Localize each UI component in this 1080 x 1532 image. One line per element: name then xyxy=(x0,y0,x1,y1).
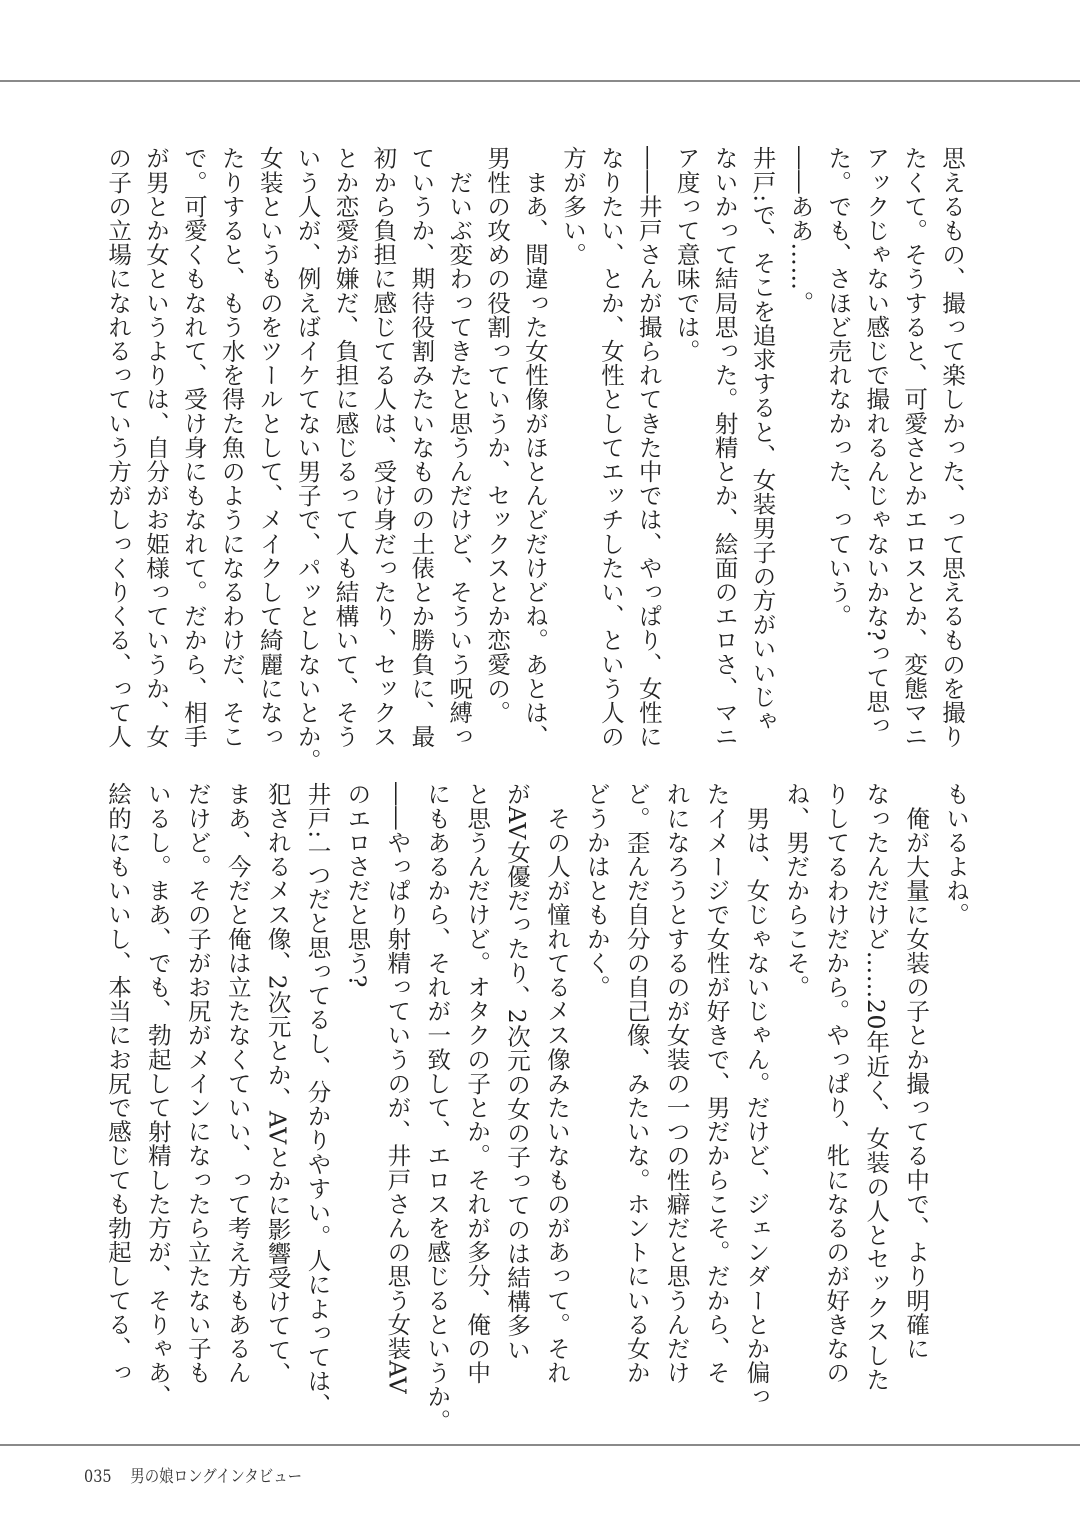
text-column: 初から負担に感じてる人は、受け身だったり、セックス xyxy=(369,146,398,749)
text-column: だけど。その子がお尻がメインになったら立たない子も xyxy=(183,782,212,1385)
text-block-upper xyxy=(98,146,970,773)
text-column: ていうか、期待役割みたいなものの土俵とか勝負に、最 xyxy=(407,146,436,749)
text-column: ――ああ……。 xyxy=(786,146,815,315)
text-column: がAV女優だったり、2次元の女の子ってのは結構多い xyxy=(503,782,532,1362)
text-column: とか恋愛が嫌だ、負担に感じるって人も結構いて、そう xyxy=(331,146,360,749)
text-column: 方が多い。 xyxy=(558,146,587,267)
text-column: まあ、今だと俺は立たなくていい、って考え方もあるん xyxy=(223,782,252,1385)
text-column: なりたい、とか、女性としてエッチしたい、という人の xyxy=(596,146,625,749)
text-column: ど。歪んだ自分の自己像、みたいな。ホントにいる女か xyxy=(622,782,651,1385)
text-column: もいるよね。 xyxy=(942,782,970,927)
text-column: まあ、間違った女性像がほとんどだけどね。あとは、 xyxy=(521,146,550,749)
text-column: と思うんだけど。オタクの子とか。それが多分、俺の中 xyxy=(463,782,492,1385)
text-column: だいぶ変わってきたと思うんだけど、そういう呪縛っ xyxy=(445,146,474,749)
page-number: 035 xyxy=(84,1467,112,1487)
text-column: が男とか女というよりは、自分がお姫様っていうか、女 xyxy=(141,146,170,749)
text-column: のエロさだと思う? xyxy=(343,782,372,988)
text-column: いるし。まあ、でも、勃起して射精した方が、そりゃあ、 xyxy=(143,782,172,1409)
header-rule xyxy=(0,80,1080,82)
text-column: いう人が、例えばイケてない男子で、パッとしないとか。 xyxy=(293,146,322,773)
text-column: 井戸:で、そこを追求すると、女装男子の方がいいじゃ xyxy=(748,146,777,733)
text-column: アックじゃない感じで撮れるんじゃないかな?って思っ xyxy=(862,146,891,738)
text-block-lower xyxy=(97,782,975,1433)
text-column: ――やっぱり射精っていうのが、井戸さんの思う女装AV xyxy=(383,782,412,1395)
text-column: 絵的にもいいし、本当にお尻で感じても勃起してる、っ xyxy=(103,782,132,1385)
text-column: 男性の攻めの役割っていうか、セックスとか恋愛の。 xyxy=(483,146,512,725)
text-column: ね、男だからこそ。 xyxy=(782,782,811,999)
section-title: 男の娘ロングインタビュー xyxy=(130,1467,303,1487)
text-column: 犯されるメス像、2次元とか、AVとかに影響受けてて、 xyxy=(263,782,292,1386)
text-column: ――井戸さんが撮られてきた中では、やっぱり、女性に xyxy=(634,146,663,749)
text-column: ア度って意味では。 xyxy=(672,146,701,363)
text-column: た。でも、さほど売れなかった、っていう。 xyxy=(824,146,853,628)
text-column: その人が憧れてるメス像みたいなものがあって。それ xyxy=(542,782,571,1385)
footer-rule xyxy=(0,1444,1080,1446)
text-column: 俺が大量に女装の子とか撮ってる中で、より明確に xyxy=(902,782,931,1361)
text-column: れになろうとするのが女装の一つの性癖だと思うんだけ xyxy=(662,782,691,1385)
text-column: たくて。そうすると、可愛さとかエロスとか、変態マニ xyxy=(900,146,929,749)
page-footer xyxy=(84,1462,302,1487)
text-column: の子の立場になれるっていう方がしっくりくる、って人 xyxy=(104,146,133,749)
text-column: どうかはともかく。 xyxy=(582,782,611,999)
text-column: 女装というものをツールとして、メイクして綺麗になっ xyxy=(255,146,284,749)
text-column: たイメージで女性が好きで、男だからこそ。だから、そ xyxy=(702,782,731,1385)
text-column: りしてるわけだから。やっぱり、牝になるのが好きなの xyxy=(822,782,851,1385)
text-column: 思えるもの、撮って楽しかった、って思えるものを撮り xyxy=(938,146,966,749)
text-column: 男は、女じゃないじゃん。だけど、ジェンダーとか偏っ xyxy=(742,782,771,1409)
text-column: ないかって結局思った。射精とか、絵面のエロさ、マニ xyxy=(710,146,739,749)
text-column: にもあるから、それが一致して、エロスを感じるというか。 xyxy=(423,782,452,1433)
text-column: なったんだけど……20年近く、女装の人とセックスした xyxy=(862,782,891,1392)
text-column: で。可愛くもなれて、受け身にもなれて。だから、相手 xyxy=(179,146,208,749)
text-column: 井戸:一つだと思ってるし、分かりやすい。人によっては、 xyxy=(303,782,332,1418)
text-column: たりすると、もう水を得た魚のようになるわけだ、そこ xyxy=(217,146,246,749)
